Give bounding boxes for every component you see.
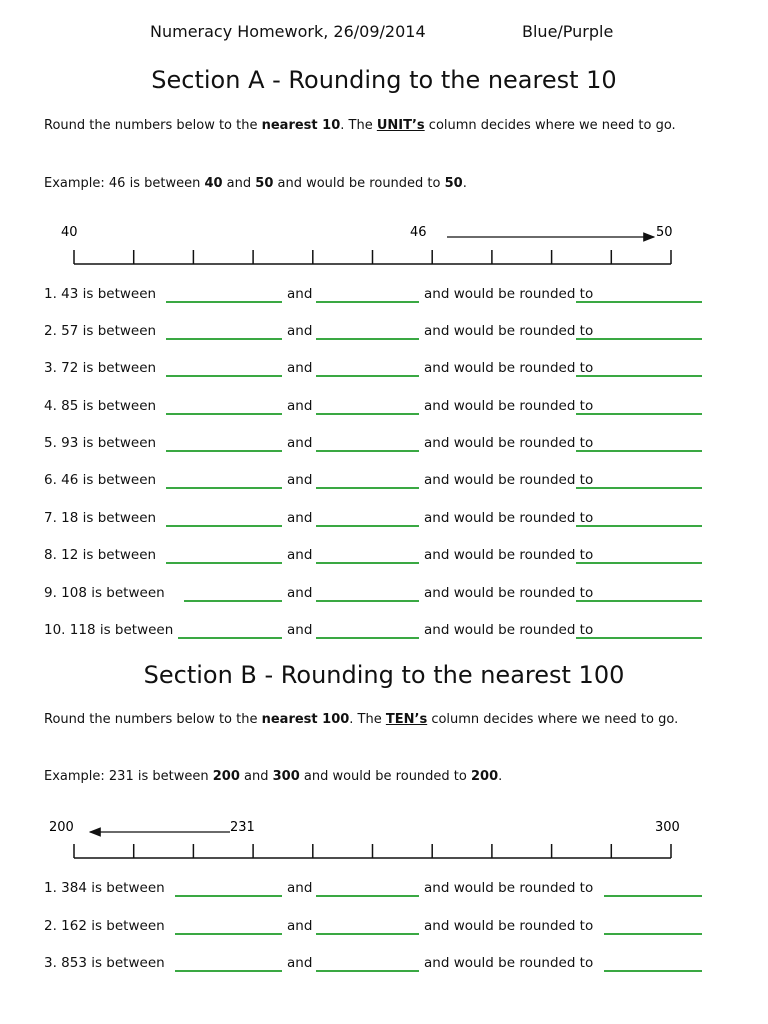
question-label: 8. 12 is between [44,547,157,563]
and-label: and [287,585,313,601]
number-line-start-label: 40 [61,225,78,240]
and-label: and [287,472,313,488]
text: Round the numbers below to the [44,118,262,133]
text: . [498,769,503,784]
emphasis: 50 [255,176,274,191]
text: column decides where we need to go. [424,118,676,133]
number-line-end-label: 50 [656,225,673,240]
and-label: and [287,622,313,638]
question-label: 3. 72 is between [44,360,157,376]
text: Round the numbers below to the [44,712,262,727]
text: . The [340,118,377,133]
text: . [462,176,467,191]
rounded-label: and would be rounded to [424,286,594,302]
text: column decides where we need to go. [427,712,679,727]
and-label: and [287,398,313,414]
rounded-label: and would be rounded to [424,880,594,896]
rounded-label: and would be rounded to [424,955,594,971]
and-label: and [287,918,313,934]
question-label: 2. 57 is between [44,323,157,339]
question-label: 9. 108 is between [44,585,165,601]
rounded-label: and would be rounded to [424,472,594,488]
underlined-term: TEN’s [385,712,428,727]
rounded-label: and would be rounded to [424,622,594,638]
question-label: 10. 118 is between [44,622,174,638]
answer-lower-blank[interactable] [175,970,282,972]
and-label: and [287,547,313,563]
number-line-start-label: 200 [49,820,74,835]
and-label: and [287,286,313,302]
emphasis: nearest 10 [261,118,341,133]
number-line-mid-label: 46 [410,225,427,240]
answer-lower-blank[interactable] [175,933,282,935]
and-label: and [287,360,313,376]
text: and would be rounded to [273,176,445,191]
underlined-term: UNIT’s [376,118,425,133]
text: and [239,769,273,784]
emphasis: 200 [212,769,240,784]
question-row [44,955,724,975]
question-label: 6. 46 is between [44,472,157,488]
rounded-label: and would be rounded to [424,323,594,339]
question-label: 5. 93 is between [44,435,157,451]
header-title: Numeracy Homework, 26/09/2014 [150,22,426,41]
answer-rounded-blank[interactable] [604,970,702,972]
header-group: Blue/Purple [522,22,614,41]
emphasis: 40 [204,176,223,191]
and-label: and [287,510,313,526]
answer-rounded-blank[interactable] [604,933,702,935]
number-line-mid-label: 231 [230,820,255,835]
emphasis: nearest 100 [261,712,350,727]
question-label: 2. 162 is between [44,918,165,934]
number-line-ticks [74,844,671,858]
answer-lower-blank[interactable] [175,895,282,897]
rounded-label: and would be rounded to [424,585,594,601]
and-label: and [287,880,313,896]
rounded-label: and would be rounded to [424,398,594,414]
text: Example: 46 is between [44,176,205,191]
and-label: and [287,323,313,339]
section-a-title: Section A - Rounding to the nearest 10 [151,66,617,94]
text: and would be rounded to [299,769,471,784]
question-row [44,880,724,900]
and-label: and [287,955,313,971]
and-label: and [287,435,313,451]
rounded-label: and would be rounded to [424,547,594,563]
question-label: 1. 43 is between [44,286,157,302]
text: Example: 231 is between [44,769,213,784]
answer-rounded-blank[interactable] [604,895,702,897]
text: . The [349,712,386,727]
section-b-title: Section B - Rounding to the nearest 100 [143,661,625,689]
question-label: 4. 85 is between [44,398,157,414]
emphasis: 50 [444,176,463,191]
answer-upper-blank[interactable] [316,933,419,935]
emphasis: 200 [470,769,499,784]
rounded-label: and would be rounded to [424,510,594,526]
question-label: 1. 384 is between [44,880,165,896]
text: and [222,176,256,191]
rounded-label: and would be rounded to [424,435,594,451]
question-row [44,918,724,938]
rounded-label: and would be rounded to [424,360,594,376]
question-label: 7. 18 is between [44,510,157,526]
rounded-label: and would be rounded to [424,918,594,934]
answer-upper-blank[interactable] [316,970,419,972]
question-label: 3. 853 is between [44,955,165,971]
emphasis: 300 [272,769,300,784]
answer-upper-blank[interactable] [316,895,419,897]
number-line-end-label: 300 [655,820,680,835]
